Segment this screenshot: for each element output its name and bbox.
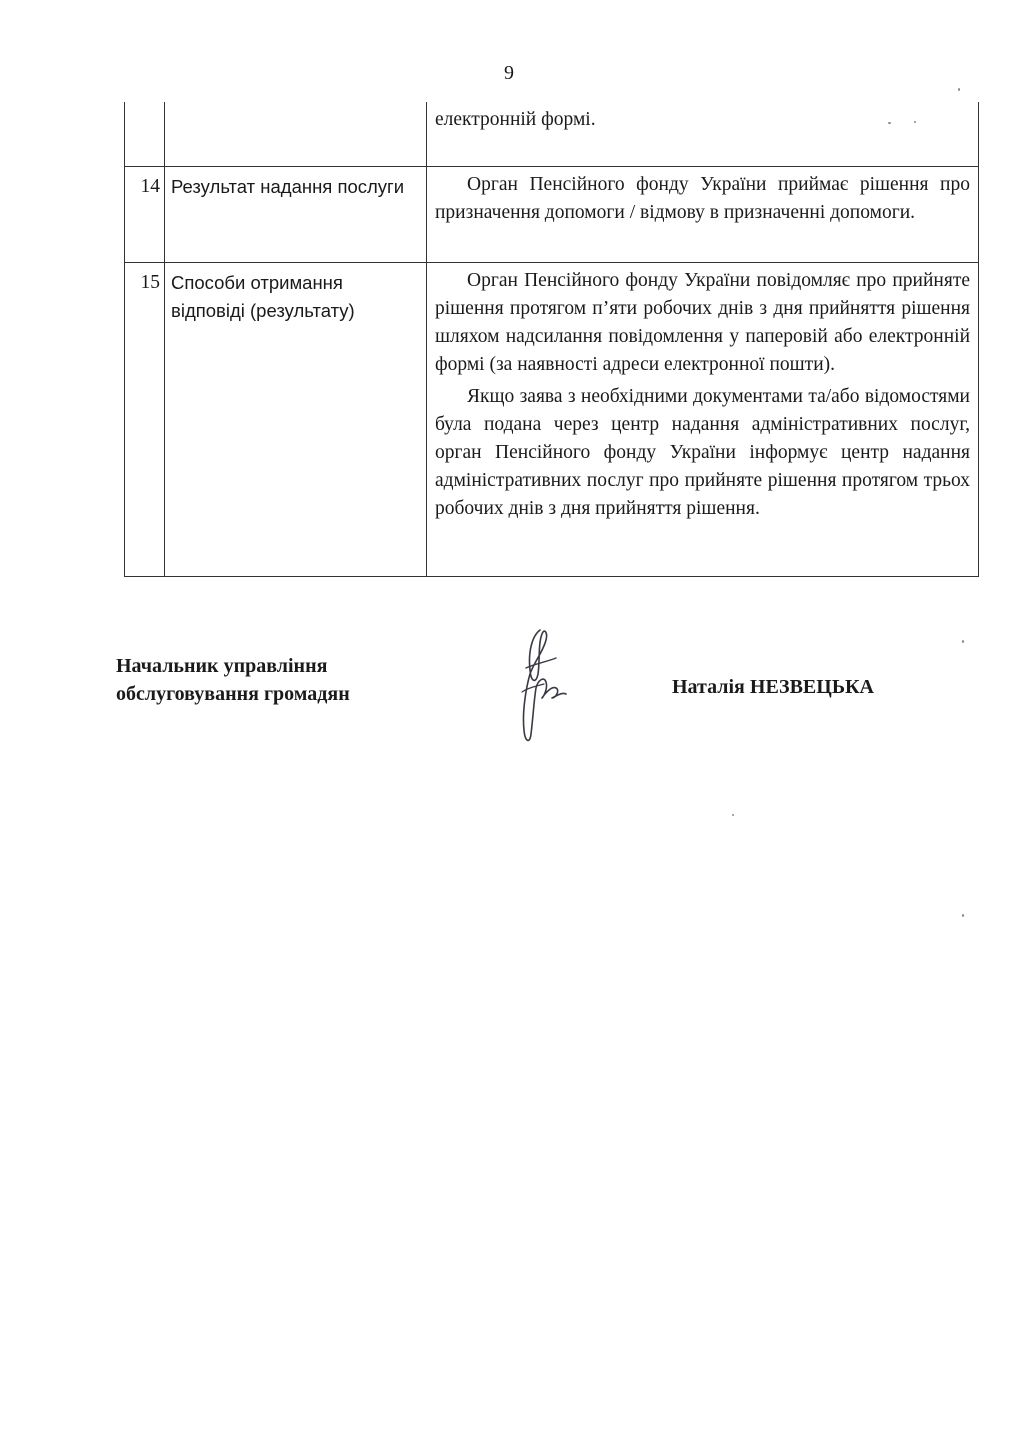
content-paragraph: Орган Пенсійного фонду України повідомляє про прийняте рішення протягом п’яти робочих днів з дня прийняття рішення шляхом надсилання повідомлення у паперовій або електронній формі (за наявності адреси електронної пошти). xyxy=(435,269,970,375)
scan-speck xyxy=(962,640,964,643)
content-paragraph: Якщо заява з необхідними документами та/або відомостями була подана через центр надання адміністративних послуг, орган Пенсійного фонду України інформує центр надання адміністративних послуг про прийняте рішення протягом трьох робочих днів з дня прийняття рішення. xyxy=(435,385,970,519)
service-table xyxy=(124,102,979,577)
row-label: Результат надання послуги xyxy=(165,166,427,262)
content-paragraph: Орган Пенсійного фонду України приймає рішення про призначення допомоги / відмову в призначенні допомоги. xyxy=(435,173,970,223)
scan-speck xyxy=(958,88,960,91)
row-number: 15 xyxy=(125,262,165,576)
content-paragraph: електронній формі. xyxy=(435,109,596,130)
signature-icon xyxy=(500,622,580,752)
signer-position xyxy=(116,652,350,708)
signer-position-line: Начальник управління xyxy=(116,655,328,677)
row-label xyxy=(165,102,427,166)
row-label: Способи отримання відповіді (результату) xyxy=(165,262,427,576)
table-row xyxy=(125,102,979,166)
signer-name: Наталія НЕЗВЕЦЬКА xyxy=(672,676,874,698)
handwritten-signature xyxy=(500,622,580,757)
signer-position-line: обслуговування громадян xyxy=(116,683,350,705)
row-content xyxy=(427,102,979,166)
scan-speck xyxy=(732,814,734,816)
row-number xyxy=(125,102,165,166)
row-number: 14 xyxy=(125,166,165,262)
row-content xyxy=(427,262,979,576)
row-content xyxy=(427,166,979,262)
page-number: 9 xyxy=(504,62,514,84)
table-row xyxy=(125,166,979,262)
table-row xyxy=(125,262,979,576)
scan-speck xyxy=(914,121,916,123)
scan-speck xyxy=(962,914,964,917)
scan-speck xyxy=(888,122,891,124)
